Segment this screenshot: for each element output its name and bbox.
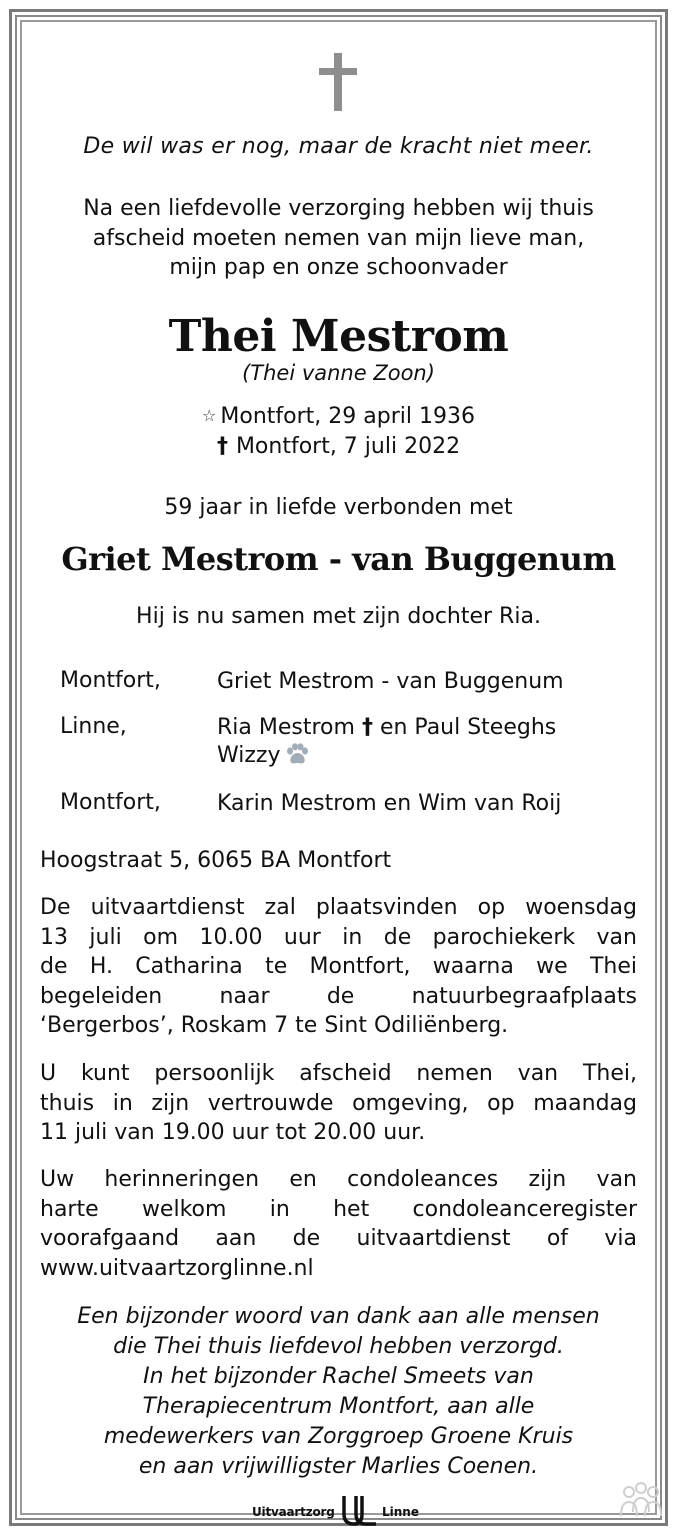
birth-line: ☆ Montfort, 29 april 1936	[202, 404, 475, 429]
family-names: Karin Mestrom en Wim van Roij	[217, 791, 562, 816]
thanks-paragraph: Een bijzonder woord van dank aan alle mensen die Thei thuis liefdevol hebben verzorgd. In het bijzonder Rachel Smeets van Therapiecentrum Montfort, aan alle medewerkers van Zorggroep Groene Kruis en aan vrijwilligster Marlies Coenen.	[77, 1304, 600, 1479]
intro-text: Na een liefdevolle verzorging hebben wij thuis afscheid moeten nemen van mijn lieve man, mijn pap en onze schoonvader	[83, 196, 594, 280]
death-line: † Montfort, 7 juli 2022	[216, 434, 461, 459]
address: Hoogstraat 5, 6065 BA Montfort	[40, 848, 392, 873]
spouse-name: Griet Mestrom - van Buggenum	[61, 540, 616, 578]
website-link[interactable]: www.uitvaartzorglinne.nl	[40, 1255, 314, 1281]
paw-icon	[285, 743, 309, 773]
dagger-icon: †	[216, 434, 228, 459]
family-place: Montfort,	[60, 668, 161, 693]
daughter-note: Hij is nu samen met zijn dochter Ria.	[136, 604, 541, 629]
logo-mark-icon	[340, 1494, 380, 1528]
family-names: Ria Mestrom † en Paul Steeghs Wizzy	[217, 714, 556, 773]
bond-text: 59 jaar in liefde verbonden met	[164, 495, 513, 520]
funeral-home-logo: Uitvaartzorg Linne	[252, 1492, 432, 1530]
dagger-icon: †	[361, 715, 373, 740]
family-place: Linne,	[60, 714, 127, 739]
family-place: Montfort,	[60, 790, 161, 815]
service-paragraph: De uitvaartdienst zal plaatsvinden op woensdag 13 juli om 10.00 uur in de parochiekerk van de H. Catharina te Montfort, waarna we Thei begeleiden naar de natuurbegraafplaats ‘Bergerbos’, Roskam 7 te Sint Odiliënberg.	[40, 895, 637, 1038]
motto: De wil was er nog, maar de kracht niet meer.	[83, 134, 594, 159]
deceased-nickname: (Thei vanne Zoon)	[242, 361, 435, 385]
deceased-name: Thei Mestrom	[168, 311, 509, 362]
cross-icon	[319, 53, 357, 111]
family-names: Griet Mestrom - van Buggenum	[217, 669, 564, 694]
condolences-paragraph: Uw herinneringen en condoleances zijn van harte welkom in het condoleanceregister voorafgaand aan de uitvaartdienst of via www.uitvaartzorglinne.nl	[40, 1165, 637, 1283]
people-icon	[617, 1480, 665, 1524]
farewell-paragraph: U kunt persoonlijk afscheid nemen van Thei, thuis in zijn vertrouwde omgeving, op maandag 11 juli van 19.00 uur tot 20.00 uur.	[40, 1061, 637, 1145]
star-icon: ☆	[202, 406, 217, 425]
